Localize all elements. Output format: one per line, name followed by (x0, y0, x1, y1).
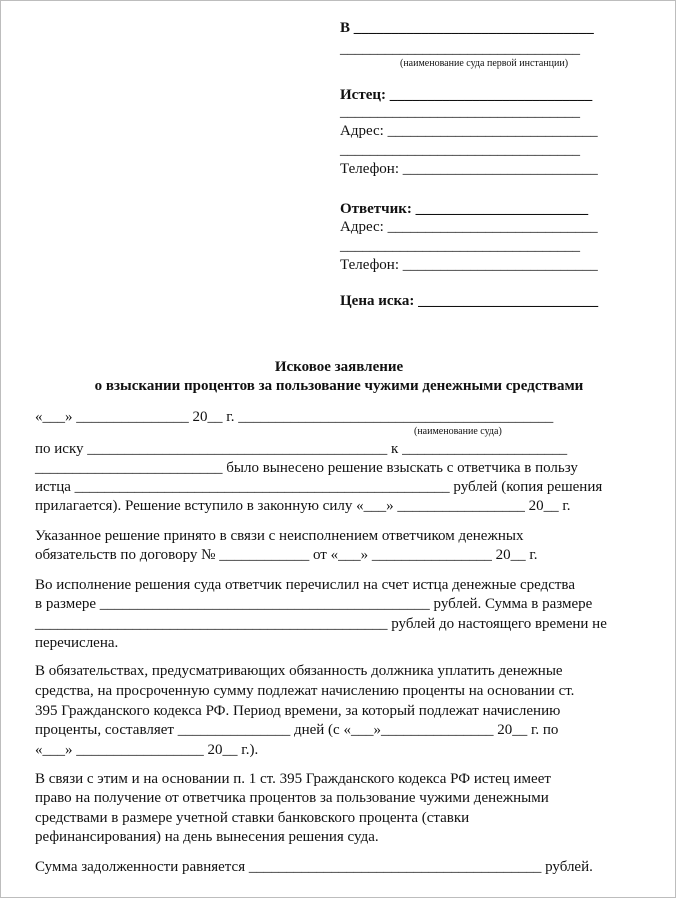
court-line: В ________________________________ (340, 20, 594, 36)
p1-line-1: «___» _______________ 20__ г. __________________________________________ (35, 409, 554, 425)
p5-line-1: В связи с этим и на основании п. 1 ст. 395 Гражданского кодекса РФ истец имеет (35, 771, 551, 787)
p4-line-5: «___» _________________ 20__ г.). (35, 742, 259, 758)
p3-line-2: в размере ____________________________________________ рублей. Сумма в размере (35, 596, 593, 612)
p1-line-4: истца __________________________________________________ рублей (копия решения (35, 479, 603, 495)
p5-line-2: право на получение от ответчика процентов за пользование чужими денежными (35, 790, 549, 806)
defendant-phone: Телефон: __________________________ (340, 257, 598, 273)
p1-line-3: _________________________ было вынесено решение взыскать с ответчика в пользу (35, 460, 578, 476)
defendant-label: Ответчик: _______________________ (340, 201, 589, 217)
plaintiff-line-2: ________________________________ (340, 104, 580, 120)
plaintiff-line-4: ________________________________ (340, 142, 580, 158)
p5-line-3: средствами в размере учетной ставки банковского процента (ставки (35, 810, 470, 826)
p6-line-1: Сумма задолженности равняется _______________________________________ рублей. (35, 859, 593, 875)
court-line-2: ________________________________ (340, 41, 580, 57)
plaintiff-label: Истец: ___________________________ (340, 87, 593, 103)
p2-line-2: обязательств по договору № ____________ от «___» ________________ 20__ г. (35, 547, 538, 563)
court-caption: (наименование суда первой инстанции) (400, 58, 569, 69)
document-subtitle: о взыскании процентов за пользование чужими денежными средствами (94, 378, 584, 394)
p4-line-4: проценты, составляет _______________ дней (с «___»_______________ 20__ г. по (35, 722, 559, 738)
p4-line-2: средства, на просроченную сумму подлежат начислению проценты на основании ст. (35, 683, 575, 699)
p4-line-3: 395 Гражданского кодекса РФ. Период времени, за который подлежат начислению (35, 703, 561, 719)
plaintiff-address: Адрес: ____________________________ (340, 123, 598, 139)
p3-line-1: Во исполнение решения суда ответчик перечислил на счет истца денежные средства (35, 577, 575, 593)
defendant-address: Адрес: ____________________________ (340, 219, 598, 235)
claim-price: Цена иска: ________________________ (340, 293, 599, 309)
p2-line-1: Указанное решение принято в связи с неисполнением ответчиком денежных (35, 528, 524, 544)
p5-line-4: рефинансирования) на день вынесения решения суда. (35, 829, 379, 845)
court-name-caption: (наименование суда) (414, 426, 502, 437)
p1-line-5: прилагается). Решение вступило в законную силу «___» _________________ 20__ г. (35, 498, 571, 514)
p1-line-2: по иску ________________________________________ к ______________________ (35, 441, 568, 457)
plaintiff-phone: Телефон: __________________________ (340, 161, 598, 177)
p3-line-4: перечислена. (35, 635, 119, 651)
p4-line-1: В обязательствах, предусматривающих обязанность должника уплатить денежные (35, 663, 563, 679)
defendant-line-3: ________________________________ (340, 238, 580, 254)
document-title: Исковое заявление (274, 359, 404, 375)
p3-line-3: _______________________________________________ рублей до настоящего времени не (35, 616, 607, 632)
